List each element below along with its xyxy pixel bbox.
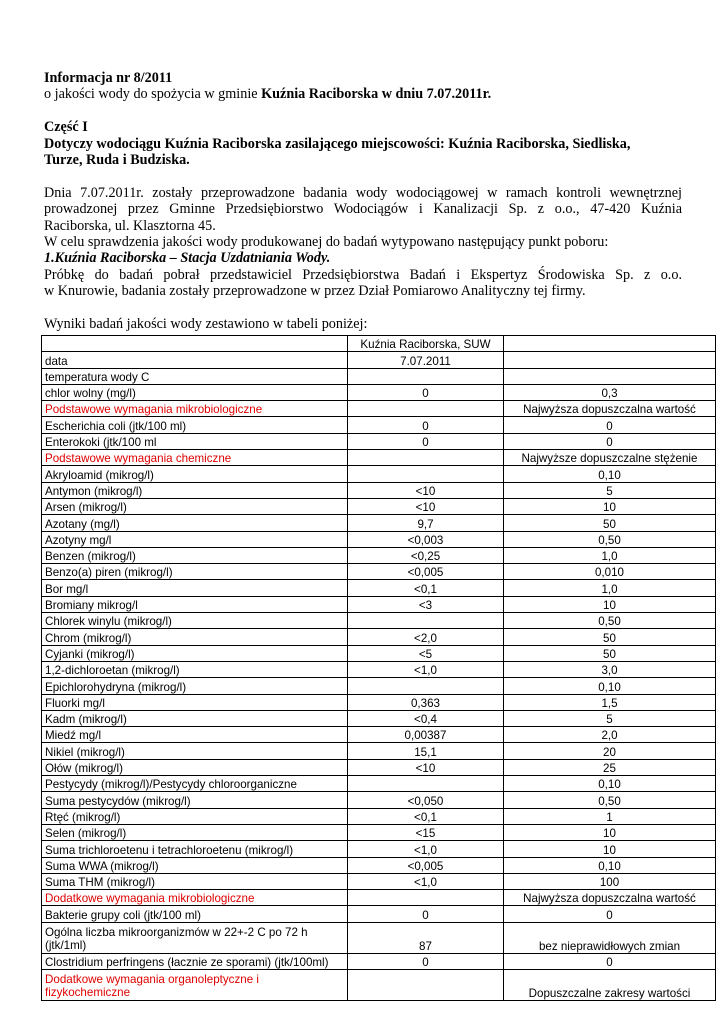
limit-cell: 10: [504, 498, 716, 514]
limit-cell: 10: [504, 841, 716, 857]
parameter-cell: Suma trichloroetenu i tetrachloroetenu (mikrog/l): [42, 841, 348, 857]
result-cell: [348, 466, 504, 482]
result-cell: 9,7: [348, 515, 504, 531]
table-row: [42, 792, 716, 808]
result-cell: <1,0: [348, 841, 504, 857]
result-cell: 0: [348, 953, 504, 969]
table-row: [42, 482, 716, 498]
limit-cell: Najwyższe dopuszczalne stężenie: [504, 450, 716, 466]
table-row: [42, 384, 716, 400]
parameter-cell: Akryloamid (mikrog/l): [42, 466, 348, 482]
limit-cell: [504, 352, 716, 368]
result-cell: <0,003: [348, 531, 504, 547]
table-row: [42, 466, 716, 482]
parameter-cell: Podstawowe wymagania mikrobiologiczne: [42, 401, 348, 417]
table-row: [42, 515, 716, 531]
parameter-cell: Chlorek winylu (mikrog/l): [42, 613, 348, 629]
table-row: [42, 759, 716, 775]
result-cell: <3: [348, 596, 504, 612]
result-cell: <5: [348, 645, 504, 661]
table-row: [42, 417, 716, 433]
parameter-cell: Suma WWA (mikrog/l): [42, 857, 348, 873]
parameter-cell: Podstawowe wymagania chemiczne: [42, 450, 348, 466]
table-row: [42, 727, 716, 743]
limit-cell: 10: [504, 596, 716, 612]
limit-cell: 3,0: [504, 661, 716, 677]
table-intro: Wyniki badań jakości wody zestawiono w tabeli poniżej:: [44, 316, 368, 332]
result-cell: [348, 969, 504, 1000]
result-cell: <0,4: [348, 710, 504, 726]
table-row: [42, 808, 716, 824]
result-cell: <0,1: [348, 580, 504, 596]
subtitle-text: o jakości wody do spożycia w gminie: [44, 86, 262, 102]
parameter-cell: temperatura wody C: [42, 368, 348, 384]
limit-cell: 0,010: [504, 564, 716, 580]
table-row: [42, 906, 716, 922]
limit-cell: bez nieprawidłowych zmian: [504, 922, 716, 953]
paragraph-1-line2: prowadzonej przez Gminne Przedsiębiorstwo Wodociągów i Kanalizacji Sp. z o.o., 47-420 Kuźnia: [44, 201, 682, 217]
result-cell: <10: [348, 498, 504, 514]
result-cell: 0,00387: [348, 727, 504, 743]
parameter-cell: 1,2-dichloroetan (mikrog/l): [42, 661, 348, 677]
table-row: [42, 498, 716, 514]
result-cell: [348, 613, 504, 629]
table-row: [42, 368, 716, 384]
parameter-cell: Azotany (mg/l): [42, 515, 348, 531]
result-cell: <1,0: [348, 873, 504, 889]
limit-cell: 0,3: [504, 384, 716, 400]
result-cell: 0: [348, 384, 504, 400]
result-cell: [348, 450, 504, 466]
parameter-cell: Epichlorohydryna (mikrog/l): [42, 678, 348, 694]
result-cell: <0,005: [348, 857, 504, 873]
table-row: [42, 922, 716, 953]
parameter-cell: Dodatkowe wymagania organoleptyczne i fizykochemiczne: [42, 969, 348, 1000]
parameter-cell: Rtęć (mikrog/l): [42, 808, 348, 824]
limit-cell: 0,50: [504, 792, 716, 808]
table-row: [42, 352, 716, 368]
parameter-cell: Bor mg/l: [42, 580, 348, 596]
parameter-cell: Benzo(a) piren (mikrog/l): [42, 564, 348, 580]
limit-cell: Dopuszczalne zakresy wartości: [504, 969, 716, 1000]
table-row: [42, 613, 716, 629]
parameter-cell: Cyjanki (mikrog/l): [42, 645, 348, 661]
parameter-cell: Ogólna liczba mikroorganizmów w 22+-2 C po 72 h (jtk/1ml): [42, 922, 348, 953]
table-row: [42, 678, 716, 694]
parameter-cell: Nikiel (mikrog/l): [42, 743, 348, 759]
paragraph-3-line2: w Knurowie, badania zostały przeprowadzone w przez Dział Pomiarowo Analityczny tej firmy.: [44, 283, 586, 299]
parameter-cell: Selen (mikrog/l): [42, 824, 348, 840]
result-cell: <2,0: [348, 629, 504, 645]
limit-cell: 0,10: [504, 466, 716, 482]
subtitle-bold: Kuźnia Raciborska w dniu 7.07.2011r.: [261, 86, 492, 102]
table-row: [42, 596, 716, 612]
parameter-cell: Arsen (mikrog/l): [42, 498, 348, 514]
table-row: [42, 824, 716, 840]
info-subtitle: [44, 86, 491, 103]
limit-cell: 100: [504, 873, 716, 889]
result-cell: <0,25: [348, 547, 504, 563]
table-row: [42, 433, 716, 449]
limit-cell: 5: [504, 710, 716, 726]
table-row: [42, 531, 716, 547]
result-cell: 7.07.2011: [348, 352, 504, 368]
limit-cell: 2,0: [504, 727, 716, 743]
parameter-cell: Enterokoki (jtk/100 ml: [42, 433, 348, 449]
parameter-cell: Escherichia coli (jtk/100 ml): [42, 417, 348, 433]
parameter-cell: Suma pestycydów (mikrog/l): [42, 792, 348, 808]
results-table: [41, 335, 716, 1001]
limit-cell: 50: [504, 645, 716, 661]
limit-cell: 0: [504, 433, 716, 449]
parameter-cell: Benzen (mikrog/l): [42, 547, 348, 563]
result-cell: 0: [348, 417, 504, 433]
table-row: [42, 645, 716, 661]
result-cell: <0,050: [348, 792, 504, 808]
result-cell: 0: [348, 906, 504, 922]
limit-cell: 5: [504, 482, 716, 498]
limit-cell: [504, 368, 716, 384]
result-cell: <10: [348, 482, 504, 498]
result-cell: <0,005: [348, 564, 504, 580]
result-cell: 0: [348, 433, 504, 449]
table-row: [42, 890, 716, 906]
info-title: Informacja nr 8/2011: [44, 70, 173, 86]
table-row: [42, 547, 716, 563]
table-row: [42, 841, 716, 857]
parameter-cell: Ołów (mikrog/l): [42, 759, 348, 775]
parameter-cell: Dodatkowe wymagania mikrobiologiczne: [42, 890, 348, 906]
limit-cell: 1,5: [504, 694, 716, 710]
limit-cell: 0,10: [504, 678, 716, 694]
result-cell: <10: [348, 759, 504, 775]
result-cell: [348, 401, 504, 417]
parameter-cell: Pestycydy (mikrog/l)/Pestycydy chloroorganiczne: [42, 776, 348, 792]
table-header-row: [42, 336, 716, 352]
result-cell: <1,0: [348, 661, 504, 677]
parameter-cell: Bakterie grupy coli (jtk/100 ml): [42, 906, 348, 922]
paragraph-2: W celu sprawdzenia jakości wody produkowanej do badań wytypowano następujący punkt poboru:: [44, 234, 609, 250]
table-row: [42, 694, 716, 710]
header-cell-location: Kuźnia Raciborska, SUW: [348, 336, 504, 352]
limit-cell: 0,50: [504, 613, 716, 629]
limit-cell: 0,10: [504, 857, 716, 873]
parameter-cell: Fluorki mg/l: [42, 694, 348, 710]
table-row: [42, 629, 716, 645]
parameter-cell: Azotyny mg/l: [42, 531, 348, 547]
sampling-point: 1.Kuźnia Raciborska – Stacja Uzdatniania Wody.: [44, 250, 331, 266]
table-row: [42, 743, 716, 759]
table-row: [42, 873, 716, 889]
limit-cell: 1,0: [504, 580, 716, 596]
result-cell: <0,1: [348, 808, 504, 824]
table-row: [42, 580, 716, 596]
header-cell-limit: [504, 336, 716, 352]
parameter-cell: Clostridium perfringens (łacznie ze sporami) (jtk/100ml): [42, 953, 348, 969]
result-cell: [348, 368, 504, 384]
limit-cell: Najwyższa dopuszczalna wartość: [504, 890, 716, 906]
paragraph-1-line3: Raciborska, ul. Klasztorna 45.: [44, 218, 216, 234]
limit-cell: 0,10: [504, 776, 716, 792]
parameter-cell: Chrom (mikrog/l): [42, 629, 348, 645]
limit-cell: 1,0: [504, 547, 716, 563]
limit-cell: 50: [504, 515, 716, 531]
paragraph-1-line1: Dnia 7.07.2011r. zostały przeprowadzone badania wody wodociągowej w ramach kontroli wewnętrznej: [44, 185, 682, 201]
parameter-cell: data: [42, 352, 348, 368]
parameter-cell: Antymon (mikrog/l): [42, 482, 348, 498]
header-cell-parameter: [42, 336, 348, 352]
table-row: [42, 776, 716, 792]
table-row: [42, 564, 716, 580]
result-cell: [348, 678, 504, 694]
parameter-cell: Suma THM (mikrog/l): [42, 873, 348, 889]
part-label: Część I: [44, 119, 88, 135]
table-row: [42, 953, 716, 969]
result-cell: [348, 776, 504, 792]
result-cell: 87: [348, 922, 504, 953]
table-row: [42, 661, 716, 677]
part-heading-line2: Turze, Ruda i Budziska.: [44, 152, 190, 168]
result-cell: 0,363: [348, 694, 504, 710]
limit-cell: 20: [504, 743, 716, 759]
table-row: [42, 450, 716, 466]
limit-cell: 0: [504, 417, 716, 433]
results-table-body: [42, 336, 716, 1001]
result-cell: 15,1: [348, 743, 504, 759]
limit-cell: 25: [504, 759, 716, 775]
parameter-cell: Miedź mg/l: [42, 727, 348, 743]
table-row: [42, 401, 716, 417]
result-cell: [348, 890, 504, 906]
limit-cell: Najwyższa dopuszczalna wartość: [504, 401, 716, 417]
limit-cell: 0,50: [504, 531, 716, 547]
result-cell: <15: [348, 824, 504, 840]
parameter-cell: Bromiany mikrog/l: [42, 596, 348, 612]
limit-cell: 50: [504, 629, 716, 645]
table-row: [42, 969, 716, 1000]
limit-cell: 1: [504, 808, 716, 824]
limit-cell: 0: [504, 953, 716, 969]
table-row: [42, 857, 716, 873]
parameter-cell: Kadm (mikrog/l): [42, 710, 348, 726]
paragraph-3-line1: Próbkę do badań pobrał przedstawiciel Przedsiębiorstwa Badań i Ekspertyz Środowiska Sp. z o.o.: [44, 267, 682, 283]
part-heading-line1: Dotyczy wodociągu Kuźnia Raciborska zasilającego miejscowości: Kuźnia Raciborska, Siedliska,: [44, 136, 631, 152]
parameter-cell: chlor wolny (mg/l): [42, 384, 348, 400]
limit-cell: 0: [504, 906, 716, 922]
table-row: [42, 710, 716, 726]
limit-cell: 10: [504, 824, 716, 840]
